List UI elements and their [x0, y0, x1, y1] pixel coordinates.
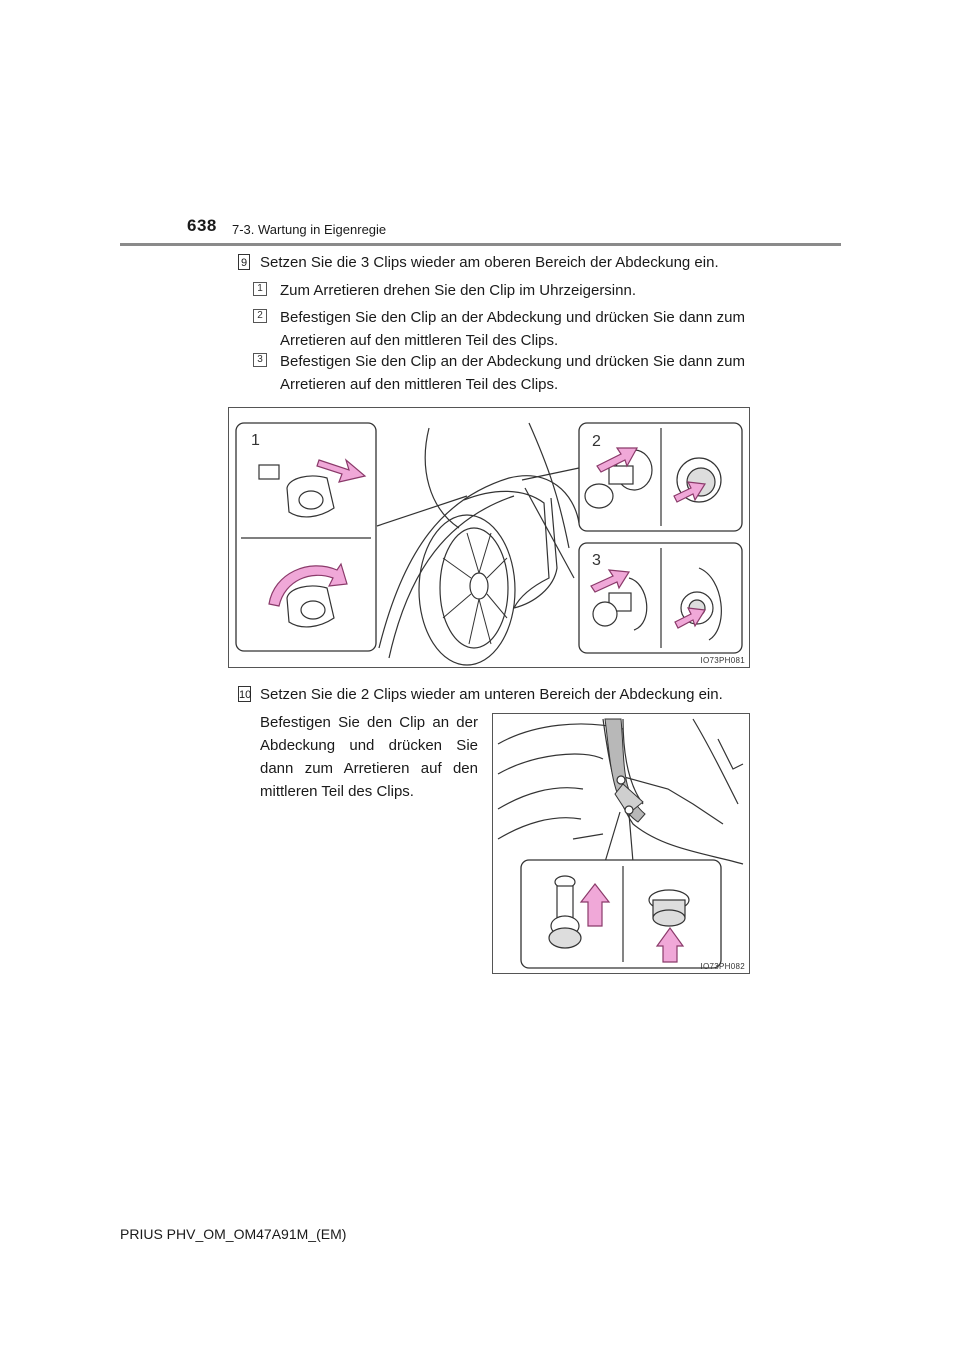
callout-1: 1: [251, 432, 260, 449]
substep-badge-3: 3: [253, 353, 267, 367]
step-9-text: Setzen Sie die 3 Clips wieder am oberen Bereich der Abdeckung ein.: [260, 254, 719, 271]
figure-code-upper: IO73PH081: [700, 656, 745, 665]
section-title: 7-3. Wartung in Eigenregie: [232, 222, 387, 237]
substep-badge-2: 2: [253, 309, 267, 323]
figure-illustration-lower: [493, 714, 749, 973]
page-number: 638: [187, 216, 217, 235]
document-id: PRIUS PHV_OM_OM47A91M_(EM): [120, 1226, 347, 1242]
callout-2: 2: [592, 433, 601, 450]
step-10-description: Befestigen Sie den Clip an der Abdeckung und drücken Sie dann zum Arretieren auf den mittleren Teil des Clips.: [260, 714, 478, 800]
step-badge-9: 9: [238, 254, 250, 270]
header-divider: [120, 243, 841, 246]
substep-1-text: Zum Arretieren drehen Sie den Clip im Uhrzeigersinn.: [280, 282, 636, 299]
substep-2-text: Befestigen Sie den Clip an der Abdeckung und drücken Sie dann zum Arretieren auf den mittleren Teil des Clips.: [280, 309, 745, 349]
step-badge-10: 10: [238, 686, 251, 702]
figure-illustration-upper: [229, 408, 749, 667]
callout-3: 3: [592, 552, 601, 569]
figure-code-lower: IO73PH082: [700, 962, 745, 971]
substep-3-text: Befestigen Sie den Clip an der Abdeckung und drücken Sie dann zum Arretieren auf den mittleren Teil des Clips.: [280, 353, 745, 393]
substep-badge-1: 1: [253, 282, 267, 296]
figure-clip-installation-upper: [228, 407, 750, 668]
figure-clip-installation-lower: [492, 713, 750, 974]
step-10-text: Setzen Sie die 2 Clips wieder am unteren Bereich der Abdeckung ein.: [260, 686, 723, 703]
